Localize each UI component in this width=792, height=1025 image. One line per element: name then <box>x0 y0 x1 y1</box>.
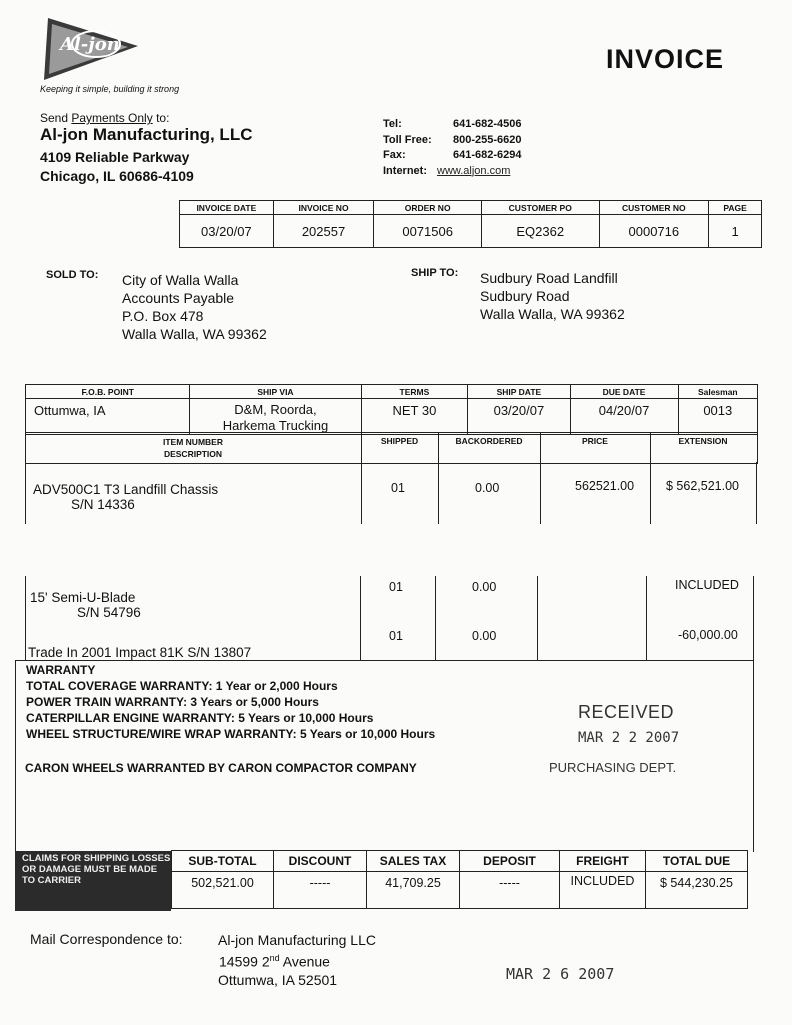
item-shipped: 01 <box>389 580 403 594</box>
totals-table: SUB-TOTAL DISCOUNT SALES TAX DEPOSIT FREIGHT TOTAL DUE 502,521.00 ----- 41,709.25 ----- INCLUDED $ 544,230.25 <box>171 850 748 909</box>
terms: NET 30 <box>361 399 468 435</box>
ship-date: 03/20/07 <box>468 399 570 435</box>
sold-to-label: SOLD TO: <box>46 269 99 281</box>
table-row: Trade In 2001 Impact 81K S/N 13807 <box>28 645 252 660</box>
total-due-value: $ 544,230.25 <box>646 872 748 909</box>
caron-warranty-note: CARON WHEELS WARRANTED BY CARON COMPACTOR COMPANY <box>25 761 417 775</box>
contact-block: Tel: 641-682-4506 Toll Free: 800-255-6620 Fax: 641-682-6294 Internet: www.aljon.com <box>383 118 522 177</box>
warranty-block: WARRANTY TOTAL COVERAGE WARRANTY: 1 Year or 2,000 Hours POWER TRAIN WARRANTY: 3 Years or 5,000 Hours CATERPILLAR ENGINE WARRANTY: 5 Years or 10,000 Hours WHEEL STRUCTURE/WIRE WRAP WARRANTY: 5 Years or 10,000 Hours <box>26 663 436 741</box>
customer-number: 0000716 <box>599 215 709 248</box>
invoice-date: 03/20/07 <box>180 215 274 248</box>
fax-number: 641-682-6294 <box>453 149 522 161</box>
backordered-header: BACKORDERED <box>455 436 523 446</box>
website-link[interactable]: www.aljon.com <box>437 164 511 177</box>
price-header: PRICE <box>582 436 608 446</box>
item-shipped: 01 <box>389 629 403 643</box>
tagline: Keeping it simple, building it strong <box>40 84 180 94</box>
order-number: 0071506 <box>374 215 482 248</box>
item-extension: -60,000.00 <box>678 628 738 642</box>
fob-point: Ottumwa, IA <box>26 399 190 435</box>
subtotal-value: 502,521.00 <box>172 872 274 909</box>
tollfree-number: 800-255-6620 <box>453 133 522 146</box>
order-info-table: F.O.B. POINT SHIP VIA TERMS SHIP DATE DUE DATE Salesman Ottumwa, IA D&M, Roorda, Harkema Trucking NET 30 03/20/07 04/20/07 0013 <box>25 384 758 435</box>
discount-value: ----- <box>274 872 367 909</box>
remit-address: 4109 Reliable Parkway Chicago, IL 60686-4109 <box>40 149 194 184</box>
customer-po: EQ2362 <box>481 215 599 248</box>
mail-correspondence-label: Mail Correspondence to: <box>30 931 183 947</box>
shipped-header: SHIPPED <box>380 436 419 446</box>
item-shipped: 01 <box>391 481 405 495</box>
item-number-header: ITEM NUMBER DESCRIPTION <box>163 437 223 459</box>
invoice-title: INVOICE <box>606 44 725 74</box>
item-extension: $ 562,521.00 <box>666 479 739 493</box>
ship-to-label: SHIP TO: <box>411 267 459 279</box>
sold-to-address: City of Walla Walla Accounts Payable P.O. Box 478 Walla Walla, WA 99362 <box>122 272 267 342</box>
remit-company: Al-jon Manufacturing, LLC <box>40 125 253 144</box>
page-number: 1 <box>709 215 762 248</box>
table-row: ADV500C1 T3 Landfill Chassis S/N 14336 <box>33 482 219 512</box>
item-backordered: 0.00 <box>475 481 500 495</box>
table-row: 15' Semi-U-Blade S/N 54796 <box>30 590 141 620</box>
purchasing-dept-stamp: PURCHASING DEPT. <box>549 760 677 775</box>
extension-header: EXTENSION <box>678 436 728 446</box>
received-stamp: RECEIVED <box>578 702 675 722</box>
received-stamp-date: MAR 2 2 2007 <box>578 730 680 746</box>
company-logo <box>40 16 144 82</box>
tel-number: 641-682-4506 <box>453 118 522 130</box>
invoice-number: 202557 <box>273 215 374 248</box>
date-stamp: MAR 2 6 2007 <box>506 965 615 983</box>
claims-notice: CLAIMS FOR SHIPPING LOSSES OR DAMAGE MUST BE MADE TO CARRIER <box>15 851 171 911</box>
item-backordered: 0.00 <box>472 629 497 643</box>
freight-value: INCLUDED <box>560 872 646 909</box>
due-date: 04/20/07 <box>570 399 678 435</box>
sales-tax-value: 41,709.25 <box>367 872 460 909</box>
salesman: 0013 <box>678 399 757 435</box>
invoice-info-table: INVOICE DATE INVOICE NO ORDER NO CUSTOMER PO CUSTOMER NO PAGE 03/20/07 202557 0071506 EQ2362 0000716 1 <box>179 200 762 248</box>
ship-via: D&M, Roorda, Harkema Trucking <box>190 399 361 435</box>
item-extension: INCLUDED <box>675 578 739 592</box>
ship-to-address: Sudbury Road Landfill Sudbury Road Walla Walla, WA 99362 <box>480 270 625 322</box>
item-backordered: 0.00 <box>472 580 497 594</box>
deposit-value: ----- <box>460 872 560 909</box>
send-payments-label: Send Payments Only to: <box>40 111 170 125</box>
item-price: 562521.00 <box>575 479 635 493</box>
mail-correspondence-address: Al-jon Manufacturing LLC 14599 2nd Avenue Ottumwa, IA 52501 <box>218 932 376 988</box>
logo-text: Al-jon <box>60 34 120 55</box>
